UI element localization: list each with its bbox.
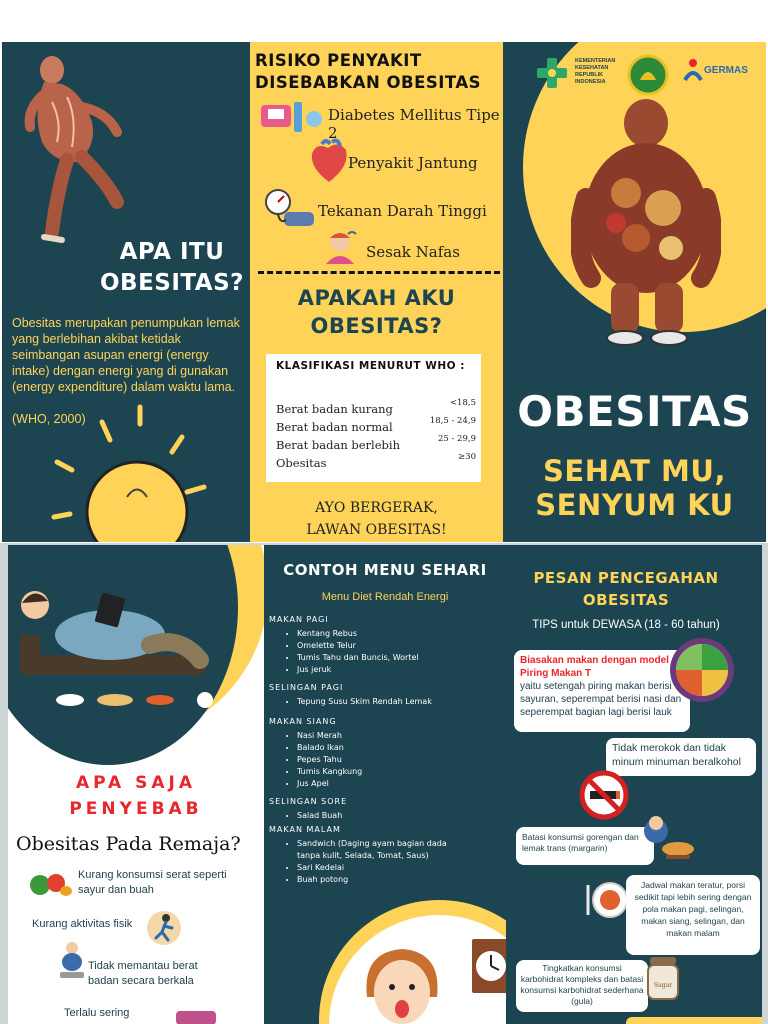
question-title-line1: APAKAH AKU bbox=[297, 286, 456, 310]
menu-item: • Salad Buah bbox=[297, 810, 499, 822]
cause-3: Tidak memantau berat badan secara berkala bbox=[88, 960, 198, 987]
kemenag-emblem-icon bbox=[627, 54, 669, 96]
tagline bbox=[503, 454, 766, 522]
menu-section-dinner bbox=[269, 822, 499, 886]
menu-item: • Tumis Kangkung bbox=[297, 766, 499, 778]
classification-value: 25 - 29,9 bbox=[437, 434, 476, 444]
muscle-man-icon bbox=[22, 52, 132, 247]
classification-value: <18,5 bbox=[449, 398, 476, 408]
tips-label: TIPS untuk DEWASA (18 - 60 tahun) bbox=[532, 619, 720, 631]
prevention-title-line1: PESAN PENCEGAHAN bbox=[533, 569, 719, 587]
cause-title bbox=[8, 770, 264, 822]
question-title bbox=[250, 284, 503, 340]
menu-item: • Tepung Susu Skim Rendah Lemak bbox=[297, 696, 499, 708]
menu-list bbox=[269, 612, 499, 886]
menu-item: • Tumis Tahu dan Buncis, Wortel bbox=[297, 652, 499, 664]
germas-logo-icon bbox=[681, 58, 705, 84]
menu-items bbox=[269, 696, 499, 708]
menu-item: • Kentang Rebus bbox=[297, 628, 499, 640]
tagline-line1: SEHAT MU, bbox=[543, 454, 726, 488]
menu-items bbox=[269, 730, 499, 790]
obese-figure-icon bbox=[571, 98, 721, 348]
bottom-right-column bbox=[506, 545, 762, 1024]
classification-label: Berat badan normal bbox=[276, 420, 393, 434]
healthy-plate-icon bbox=[664, 635, 744, 705]
menu-item: • Balado Ikan bbox=[297, 742, 499, 754]
bottom-left-column bbox=[8, 545, 264, 1024]
scale-person-icon bbox=[54, 940, 90, 980]
menu-item: • Jus Apel bbox=[297, 778, 499, 790]
tip2-text: Tidak merokok dan tidak minum minuman beralkohol bbox=[612, 742, 741, 768]
top-middle-column bbox=[250, 42, 503, 542]
menu-item: • Buah potong bbox=[297, 874, 499, 886]
classification-value: ≥30 bbox=[458, 452, 476, 462]
question-title-line2: OBESITAS? bbox=[310, 314, 443, 338]
menu-section-breakfast bbox=[269, 612, 499, 676]
tip4-text: Jadwal makan teratur, porsi sedikit tapi lebih sering dengan pola makan pagi, selingan, makan siang, selingan, dan makan malam bbox=[634, 880, 752, 938]
risk-label-1: Diabetes Mellitus Tipe 2 bbox=[328, 106, 500, 142]
classification-list bbox=[276, 398, 476, 470]
sugar-jar-icon bbox=[646, 955, 680, 1001]
sugar-jar-label: Sugar bbox=[653, 982, 673, 989]
slogan-line2: LAWAN OBESITAS! bbox=[306, 522, 447, 538]
slogan-line1: AYO BERGERAK, bbox=[315, 500, 438, 516]
classification-row bbox=[276, 416, 476, 434]
menu-section-afternoon-snack bbox=[269, 794, 499, 822]
menu-section-heading: MAKAN SIANG bbox=[269, 717, 337, 726]
menu-section-heading: SELINGAN PAGI bbox=[269, 683, 344, 692]
menu-item: • Jus jeruk bbox=[297, 664, 499, 676]
menu-item: • Sari Kedelai bbox=[297, 862, 499, 874]
tip1-highlight: Biasakan makan dengan model Piring Makan T bbox=[520, 655, 669, 679]
top-left-column bbox=[2, 42, 250, 542]
what-is-heading-line2: OBESITAS? bbox=[99, 270, 245, 296]
menu-section-heading: MAKAN PAGI bbox=[269, 615, 329, 624]
tip-card-5 bbox=[516, 960, 648, 1012]
who-card bbox=[266, 354, 481, 482]
menu-section-morning-snack bbox=[269, 680, 499, 708]
tip-card-4 bbox=[626, 875, 760, 955]
prevention-title bbox=[506, 567, 746, 611]
risk-label-4: Sesak Nafas bbox=[366, 243, 460, 261]
menu-item: • Pepes Tahu bbox=[297, 754, 499, 766]
slogan bbox=[250, 497, 503, 541]
menu-subtitle: Menu Diet Rendah Energi bbox=[321, 591, 449, 603]
prevention-title-line2: OBESITAS bbox=[582, 591, 670, 609]
classification-row bbox=[276, 398, 476, 416]
tagline-line2: SENYUM KU bbox=[535, 488, 734, 522]
lightbulb-icon bbox=[32, 402, 222, 542]
menu-item: • Sandwich (Daging ayam bagian dada tanpa kulit, Selada, Tomat, Saus) bbox=[297, 838, 457, 862]
obesity-definition: Obesitas merupakan penumpukan lemak yang berlebihan akibat ketidak seimbangan asupan energi (energy intake) dengan energi yang di gunakan (energy expenditure) dalam waktu lama. bbox=[12, 316, 240, 394]
menu-title: CONTOH MENU SEHARI bbox=[283, 561, 487, 579]
snack-icon bbox=[176, 1011, 216, 1024]
risk-title-line2: DISEBABKAN OBESITAS bbox=[255, 73, 482, 92]
risk-label-3: Tekanan Darah Tinggi bbox=[318, 202, 487, 220]
fried-food-icon bbox=[634, 811, 698, 865]
cause-4: Terlalu sering bbox=[64, 1007, 130, 1019]
top-right-column bbox=[503, 42, 766, 542]
menu-items bbox=[269, 838, 499, 886]
breathless-icon bbox=[318, 228, 364, 264]
tip1-body: yaitu setengah piring makan berisi sayuran, seperempat berisi nasi dan seperempat bagian lagi berisi lauk bbox=[520, 681, 682, 718]
bottom-middle-column bbox=[264, 545, 506, 1024]
surprised-girl-icon bbox=[362, 947, 442, 1024]
vegetables-icon bbox=[28, 867, 73, 899]
who-title: KLASIFIKASI MENURUT WHO : bbox=[276, 360, 465, 372]
menu-section-heading: SELINGAN SORE bbox=[269, 797, 348, 806]
main-title: OBESITAS bbox=[517, 387, 752, 436]
running-icon bbox=[146, 910, 182, 946]
definition-source: (WHO, 2000) bbox=[12, 412, 86, 426]
cause-2: Kurang aktivitas fisik bbox=[32, 918, 133, 930]
classification-label: Obesitas bbox=[276, 456, 327, 470]
what-is-heading bbox=[97, 237, 247, 299]
menu-items bbox=[269, 810, 499, 822]
classification-label: Berat badan berlebih bbox=[276, 438, 400, 452]
risk-title-line1: RISIKO PENYAKIT bbox=[255, 51, 422, 70]
diabetes-icon bbox=[256, 97, 326, 137]
menu-items bbox=[269, 628, 499, 676]
risk-label-2: Penyakit Jantung bbox=[348, 154, 478, 172]
classification-row bbox=[276, 434, 476, 452]
menu-item: • Omelette Telur bbox=[297, 640, 499, 652]
classification-row bbox=[276, 452, 476, 470]
blood-pressure-icon bbox=[262, 188, 320, 232]
decor-strip bbox=[626, 1017, 762, 1024]
germas-logo-text: GERMAS bbox=[704, 65, 748, 76]
menu-section-heading: MAKAN MALAM bbox=[269, 825, 341, 834]
tip5-text: Tingkatkan konsumsi karbohidrat kompleks dan batasi konsumsi karbohidrat sederhana (gula) bbox=[520, 963, 644, 1006]
classification-label: Berat badan kurang bbox=[276, 402, 393, 416]
classification-value: 18,5 - 24,9 bbox=[429, 416, 476, 426]
cause-1: Kurang konsumsi serat seperti sayur dan buah bbox=[78, 869, 227, 896]
cause-subtitle: Obesitas Pada Remaja? bbox=[16, 833, 241, 855]
menu-section-lunch bbox=[269, 714, 499, 790]
heart-icon bbox=[308, 138, 350, 186]
lounging-person-icon bbox=[10, 575, 220, 710]
tip3-text: Batasi konsumsi gorengan dan lemak trans (margarin) bbox=[522, 832, 639, 853]
no-smoking-icon bbox=[578, 769, 630, 821]
cause-title-line1: APA SAJA bbox=[75, 773, 196, 793]
kemenkes-logo-icon bbox=[533, 54, 571, 92]
kemenkes-logo-text: KEMENTERIAN KESEHATAN REPUBLIK INDONESIA bbox=[575, 58, 616, 85]
what-is-heading-line1: APA ITU bbox=[119, 239, 225, 265]
menu-item: • Nasi Merah bbox=[297, 730, 499, 742]
risk-title bbox=[255, 50, 481, 94]
dashed-divider bbox=[258, 271, 500, 274]
cause-title-line2: PENYEBAB bbox=[69, 799, 203, 819]
clock-icon bbox=[470, 937, 506, 995]
